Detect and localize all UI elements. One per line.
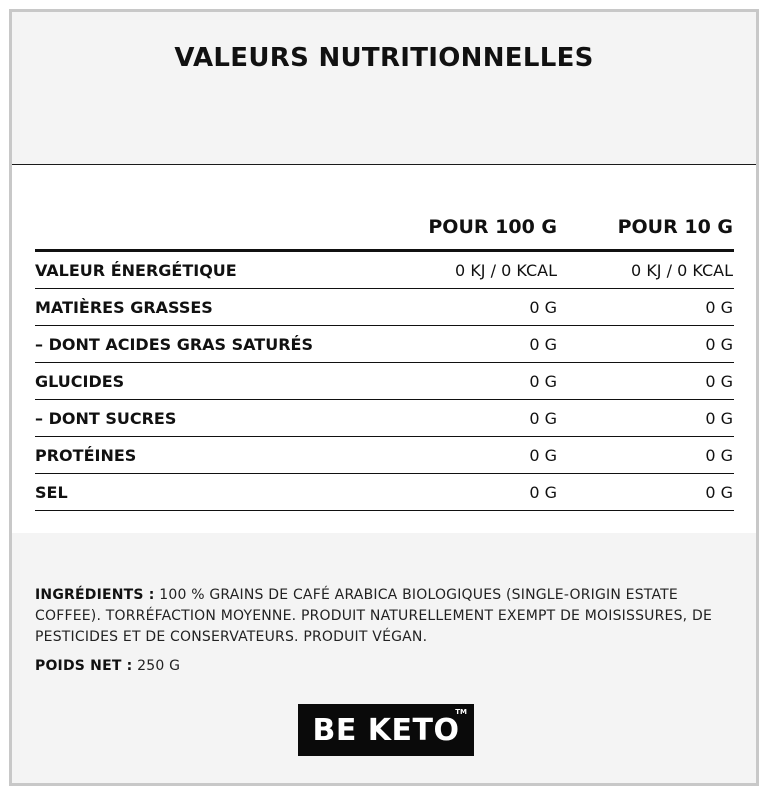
column-header-nutrient <box>35 165 376 251</box>
table-row <box>35 326 734 363</box>
table-row <box>35 363 734 400</box>
value-per-100g: 0 G <box>376 437 558 474</box>
nutrient-name: VALEUR ÉNERGÉTIQUE <box>35 251 376 289</box>
value-per-100g: 0 G <box>376 400 558 437</box>
value-per-100g: 0 G <box>376 326 558 363</box>
value-per-10g: 0 G <box>558 400 734 437</box>
net-weight-value: 250 G <box>137 658 181 674</box>
table-row <box>35 289 734 326</box>
table-header-row <box>35 165 734 251</box>
column-header-per-10g: POUR 10 G <box>558 165 734 251</box>
net-weight <box>35 658 733 674</box>
product-info-section <box>12 533 756 781</box>
value-per-100g: 0 G <box>376 363 558 400</box>
nutrient-name: GLUCIDES <box>35 363 376 400</box>
value-per-100g: 0 KJ / 0 KCAL <box>376 251 558 289</box>
nutrient-name: – DONT ACIDES GRAS SATURÉS <box>35 326 376 363</box>
label-header <box>12 12 756 165</box>
table-row <box>35 251 734 289</box>
value-per-100g: 0 G <box>376 474 558 511</box>
value-per-10g: 0 G <box>558 326 734 363</box>
nutrition-table <box>35 165 734 511</box>
table-row <box>35 474 734 511</box>
value-per-10g: 0 G <box>558 474 734 511</box>
value-per-10g: 0 G <box>558 289 734 326</box>
ingredients-paragraph <box>35 533 733 648</box>
table-row <box>35 437 734 474</box>
nutrient-name: – DONT SUCRES <box>35 400 376 437</box>
trademark-mark: TM <box>455 708 467 716</box>
value-per-10g: 0 KJ / 0 KCAL <box>558 251 734 289</box>
column-header-per-100g: POUR 100 G <box>376 165 558 251</box>
nutrient-name: PROTÉINES <box>35 437 376 474</box>
brand-logo <box>298 704 474 756</box>
net-weight-label: POIDS NET : <box>35 658 133 674</box>
nutrition-label-card <box>9 9 759 786</box>
page-title: VALEURS NUTRITIONNELLES <box>174 43 594 73</box>
nutrient-name: SEL <box>35 474 376 511</box>
value-per-10g: 0 G <box>558 437 734 474</box>
value-per-100g: 0 G <box>376 289 558 326</box>
ingredients-text: 100 % GRAINS DE CAFÉ ARABICA BIOLOGIQUES (SINGLE-ORIGIN ESTATE COFFEE). TORRÉFACTION MOYENNE. PRODUIT NATURELLEMENT EXEMPT DE MOISISSURES, DE PESTICIDES ET DE CONSERVATEURS. PRODUIT VÉGAN. <box>35 587 713 645</box>
nutrient-name: MATIÈRES GRASSES <box>35 289 376 326</box>
nutrition-table-section <box>12 165 756 533</box>
table-row <box>35 400 734 437</box>
brand-logo-text: BE KETO <box>312 712 460 748</box>
value-per-10g: 0 G <box>558 363 734 400</box>
ingredients-label: INGRÉDIENTS : <box>35 587 155 603</box>
